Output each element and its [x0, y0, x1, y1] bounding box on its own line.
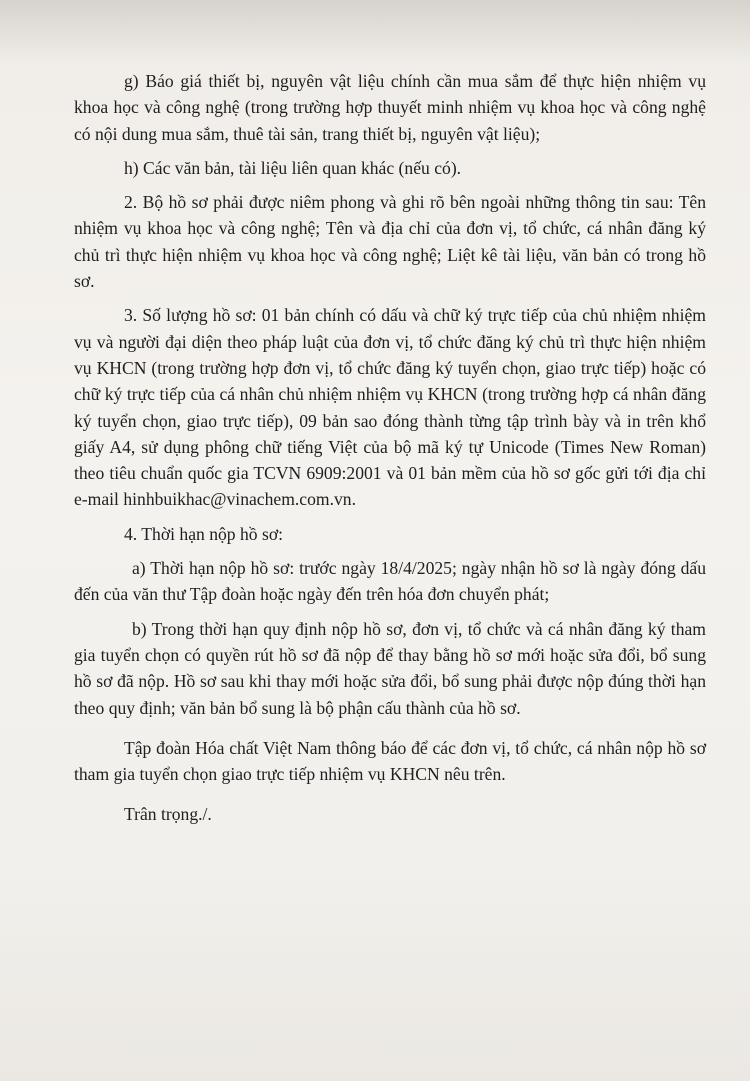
paragraph-item-3: 3. Số lượng hồ sơ: 01 bản chính có dấu và chữ ký trực tiếp của chủ nhiệm nhiệm vụ và người đại diện theo pháp luật của đơn vị, tổ chức đăng ký chủ trì thực hiện nhiệm vụ KHCN (trong trường hợp đơn vị, tổ chức đăng ký tuyển chọn, giao trực tiếp) hoặc có chữ ký trực tiếp của cá nhân chủ nhiệm nhiệm vụ KHCN (trong trường hợp cá nhân đăng ký tuyển chọn, giao trực tiếp), 09 bản sao đóng thành từng tập trình bày và in trên khổ giấy A4, sử dụng phông chữ tiếng Việt của bộ mã ký tự Unicode (Times New Roman) theo tiêu chuẩn quốc gia TCVN 6909:2001 và 01 bản mềm của hồ sơ gốc gửi tới địa chỉ e-mail hinhbuikhac@vinachem.com.vn. — [74, 305, 706, 510]
paragraph-item-4: 4. Thời hạn nộp hồ sơ: — [124, 523, 284, 544]
document-body — [74, 68, 706, 828]
closing-text: Trân trọng./. — [124, 804, 212, 825]
paragraph-h: h) Các văn bản, tài liệu liên quan khác (nếu có). — [124, 157, 462, 178]
paragraph-item-2: 2. Bộ hồ sơ phải được niêm phong và ghi rõ bên ngoài những thông tin sau: Tên nhiệm vụ khoa học và công nghệ; Tên và địa chỉ của đơn vị, tổ chức, cá nhân đăng ký chủ trì thực hiện nhiệm vụ khoa học và công nghệ; Liệt kê tài liệu, văn bản có trong hồ sơ. — [74, 192, 706, 292]
paragraph-notice: Tập đoàn Hóa chất Việt Nam thông báo để các đơn vị, tổ chức, cá nhân nộp hồ sơ tham gia tuyển chọn giao trực tiếp nhiệm vụ KHCN nêu trên. — [74, 737, 706, 785]
paragraph-item-4a: a) Thời hạn nộp hồ sơ: trước ngày 18/4/2025; ngày nhận hồ sơ là ngày đóng dấu đến của văn thư Tập đoàn hoặc ngày đến trên hóa đơn chuyển phát; — [74, 558, 706, 605]
paragraph-item-4b: b) Trong thời hạn quy định nộp hồ sơ, đơn vị, tổ chức và cá nhân đăng ký tham gia tuyển chọn có quyền rút hồ sơ đã nộp để thay bằng hồ sơ mới hoặc sửa đổi, bổ sung hồ sơ đã nộp. Hồ sơ sau khi thay mới hoặc sửa đổi, bổ sung phải được nộp đúng thời hạn theo quy định; văn bản bổ sung là bộ phận cấu thành của hồ sơ. — [74, 618, 706, 718]
corner-mark — [686, 14, 736, 24]
paragraph-g: g) Báo giá thiết bị, nguyên vật liệu chính cần mua sắm để thực hiện nhiệm vụ khoa học và công nghệ (trong trường hợp thuyết minh nhiệm vụ khoa học và công nghệ có nội dung mua sắm, thuê tài sản, trang thiết bị, nguyên vật liệu); — [74, 71, 706, 144]
